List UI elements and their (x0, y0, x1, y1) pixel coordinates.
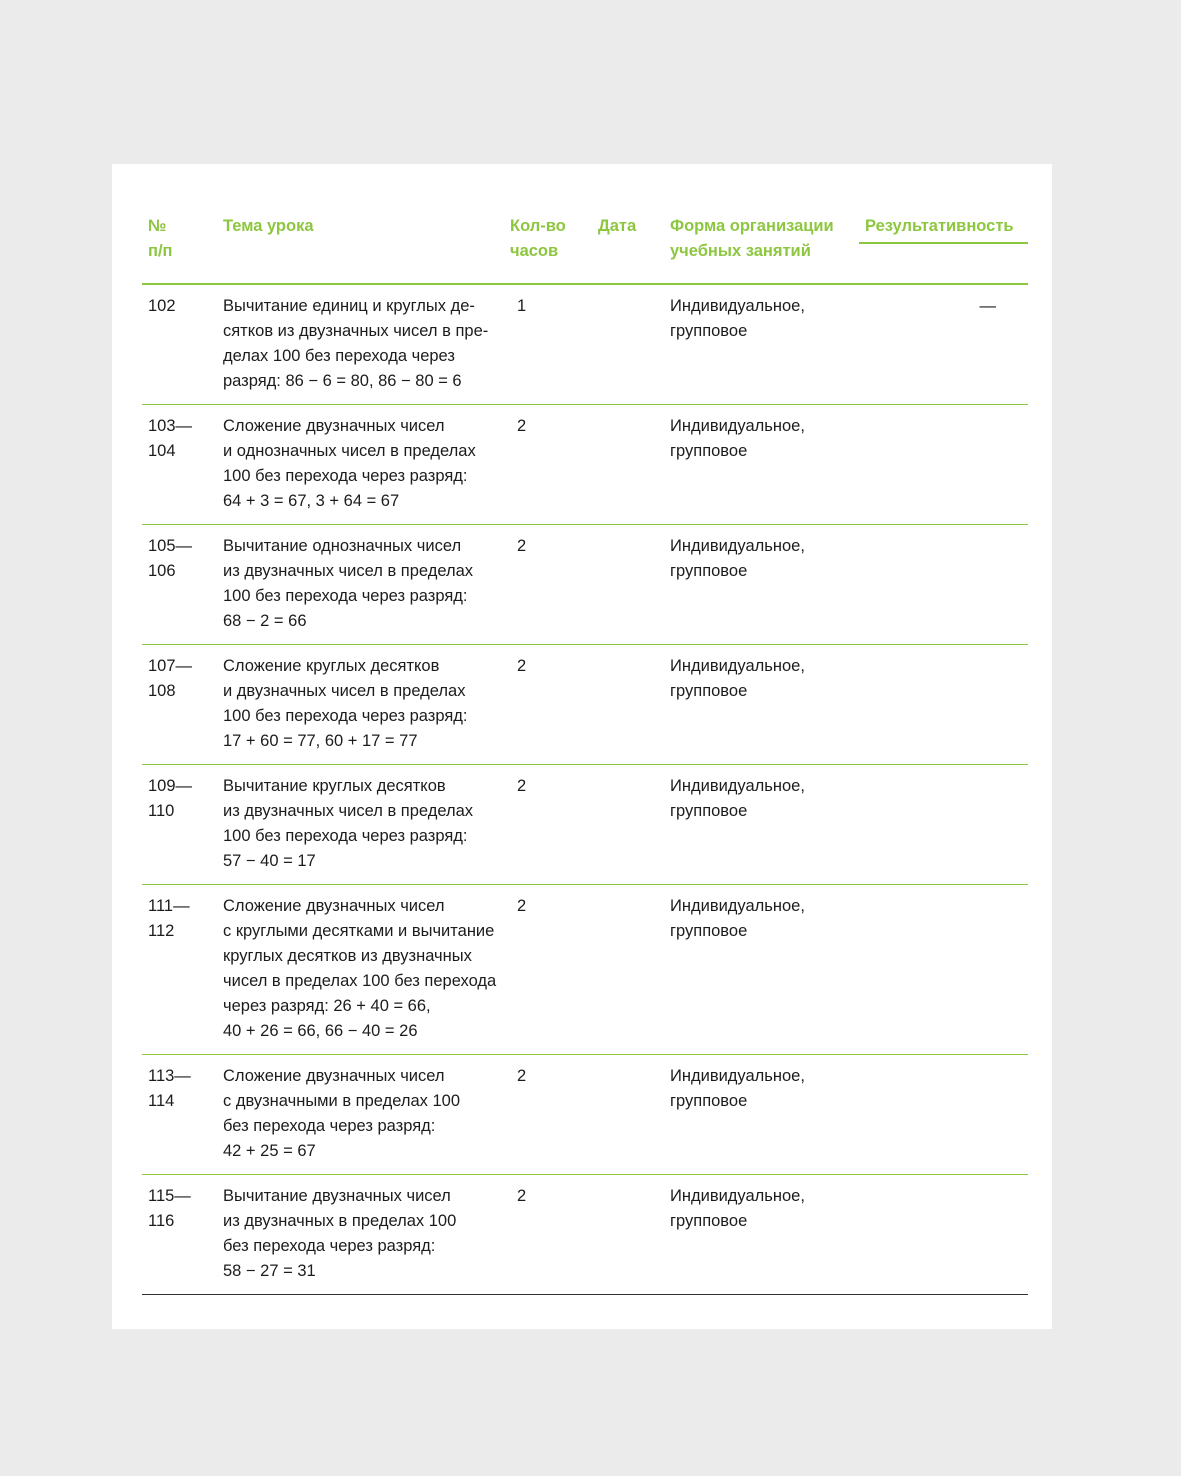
cell-result (859, 284, 1028, 405)
cell-form (664, 1055, 859, 1175)
form-line: Индивидуальное, (670, 297, 805, 315)
table-row (142, 885, 1028, 1055)
cell-topic (217, 1055, 504, 1175)
topic-line: 57 − 40 = 17 (223, 852, 316, 870)
cell-date (592, 885, 664, 1055)
topic-line: Сложение двузначных чисел (223, 417, 445, 435)
topic-line: без перехода через разряд: (223, 1117, 436, 1135)
cell-topic (217, 284, 504, 405)
hours-value: 2 (517, 537, 527, 555)
cell-date (592, 1055, 664, 1175)
table-row (142, 1055, 1028, 1175)
cell-topic (217, 765, 504, 885)
topic-line: Вычитание единиц и круглых де- (223, 297, 475, 315)
lesson-plan-table (142, 212, 1028, 1295)
header-num: № п/п (142, 212, 217, 284)
header-date: Дата (592, 212, 664, 284)
topic-line: из двузначных в пределах 100 (223, 1212, 457, 1230)
topic-line: 100 без перехода через разряд: (223, 707, 468, 725)
hours-value: 1 (517, 297, 527, 315)
form-line: групповое (670, 1092, 748, 1110)
cell-num (142, 765, 217, 885)
cell-num (142, 885, 217, 1055)
topic-line: разряд: 86 − 6 = 80, 86 − 80 = 6 (223, 372, 462, 390)
topic-line: 100 без перехода через разряд: (223, 587, 468, 605)
cell-result (859, 885, 1028, 1055)
form-line: Индивидуальное, (670, 1067, 805, 1085)
cell-form (664, 405, 859, 525)
form-line: групповое (670, 682, 748, 700)
cell-result (859, 405, 1028, 525)
cell-num (142, 645, 217, 765)
hours-value: 2 (517, 417, 527, 435)
topic-line: круглых десятков из двузначных (223, 947, 472, 965)
cell-topic (217, 525, 504, 645)
cell-form (664, 765, 859, 885)
header-form: Форма организации учебных занятий (664, 212, 859, 284)
form-line: Индивидуальное, (670, 537, 805, 555)
cell-topic (217, 645, 504, 765)
num-line: 102 (148, 297, 176, 315)
cell-date (592, 405, 664, 525)
cell-date (592, 284, 664, 405)
cell-num (142, 1055, 217, 1175)
cell-num (142, 405, 217, 525)
table-row (142, 765, 1028, 885)
num-line: 107— (148, 657, 193, 675)
cell-result (859, 1055, 1028, 1175)
cell-hours (504, 1055, 592, 1175)
cell-date (592, 1175, 664, 1295)
form-line: Индивидуальное, (670, 657, 805, 675)
cell-hours (504, 405, 592, 525)
hours-value: 2 (517, 897, 527, 915)
topic-line: Сложение двузначных чисел (223, 897, 445, 915)
cell-date (592, 525, 664, 645)
cell-hours (504, 765, 592, 885)
form-line: групповое (670, 922, 748, 940)
topic-line: 58 − 27 = 31 (223, 1262, 316, 1280)
cell-num (142, 1175, 217, 1295)
topic-line: с двузначными в пределах 100 (223, 1092, 461, 1110)
form-line: Индивидуальное, (670, 1187, 805, 1205)
topic-line: Вычитание однозначных чисел (223, 537, 462, 555)
cell-result (859, 765, 1028, 885)
cell-form (664, 1175, 859, 1295)
topic-line: 42 + 25 = 67 (223, 1142, 316, 1160)
cell-result (859, 525, 1028, 645)
topic-line: чисел в пределах 100 без перехода (223, 972, 497, 990)
num-line: 104 (148, 442, 176, 460)
hours-value: 2 (517, 1067, 527, 1085)
cell-hours (504, 885, 592, 1055)
form-line: групповое (670, 1212, 748, 1230)
topic-line: Сложение круглых десятков (223, 657, 440, 675)
cell-hours (504, 1175, 592, 1295)
topic-line: 40 + 26 = 66, 66 − 40 = 26 (223, 1022, 418, 1040)
topic-line: делах 100 без перехода через (223, 347, 455, 365)
form-line: групповое (670, 562, 748, 580)
topic-line: из двузначных чисел в пределах (223, 802, 474, 820)
topic-line: 100 без перехода через разряд: (223, 827, 468, 845)
topic-line: 100 без перехода через разряд: (223, 467, 468, 485)
header-topic: Тема урока (217, 212, 504, 284)
hours-value: 2 (517, 657, 527, 675)
cell-form (664, 525, 859, 645)
num-line: 114 (148, 1092, 175, 1110)
topic-line: и однозначных чисел в пределах (223, 442, 476, 460)
topic-line: Вычитание круглых десятков (223, 777, 446, 795)
cell-result (859, 645, 1028, 765)
topic-line: Сложение двузначных чисел (223, 1067, 445, 1085)
num-line: 105— (148, 537, 193, 555)
topic-line: без перехода через разряд: (223, 1237, 436, 1255)
cell-result (859, 1175, 1028, 1295)
cell-topic (217, 885, 504, 1055)
cell-form (664, 284, 859, 405)
num-line: 109— (148, 777, 193, 795)
num-line: 106 (148, 562, 176, 580)
table-row (142, 405, 1028, 525)
num-line: 108 (148, 682, 176, 700)
form-line: Индивидуальное, (670, 777, 805, 795)
cell-date (592, 765, 664, 885)
cell-topic (217, 1175, 504, 1295)
form-line: групповое (670, 322, 748, 340)
table-row (142, 1175, 1028, 1295)
table-row (142, 284, 1028, 405)
num-line: 115— (148, 1187, 191, 1205)
num-line: 116 (148, 1212, 175, 1230)
header-hours: Кол-во часов (504, 212, 592, 284)
cell-num (142, 525, 217, 645)
cell-form (664, 885, 859, 1055)
form-line: Индивидуальное, (670, 897, 805, 915)
result-value: — (979, 297, 996, 315)
cell-form (664, 645, 859, 765)
cell-hours (504, 284, 592, 405)
cell-hours (504, 645, 592, 765)
document-page (112, 164, 1052, 1329)
cell-hours (504, 525, 592, 645)
num-line: 111— (148, 897, 190, 915)
topic-line: через разряд: 26 + 40 = 66, (223, 997, 431, 1015)
form-line: групповое (670, 442, 748, 460)
topic-line: и двузначных чисел в пределах (223, 682, 466, 700)
form-line: Индивидуальное, (670, 417, 805, 435)
num-line: 113— (148, 1067, 191, 1085)
cell-topic (217, 405, 504, 525)
table-row (142, 525, 1028, 645)
topic-line: 68 − 2 = 66 (223, 612, 307, 630)
table-header-row (142, 212, 1028, 284)
topic-line: сятков из двузначных чисел в пре- (223, 322, 489, 340)
num-line: 112 (148, 922, 175, 940)
hours-value: 2 (517, 777, 527, 795)
num-line: 110 (148, 802, 175, 820)
topic-line: 17 + 60 = 77, 60 + 17 = 77 (223, 732, 418, 750)
topic-line: из двузначных чисел в пределах (223, 562, 474, 580)
table-row (142, 645, 1028, 765)
form-line: групповое (670, 802, 748, 820)
topic-line: с круглыми десятками и вычитание (223, 922, 495, 940)
table-body (142, 284, 1028, 1295)
num-line: 103— (148, 417, 193, 435)
topic-line: Вычитание двузначных чисел (223, 1187, 451, 1205)
hours-value: 2 (517, 1187, 527, 1205)
cell-date (592, 645, 664, 765)
cell-num (142, 284, 217, 405)
header-result: Результативность (859, 212, 1028, 284)
topic-line: 64 + 3 = 67, 3 + 64 = 67 (223, 492, 400, 510)
